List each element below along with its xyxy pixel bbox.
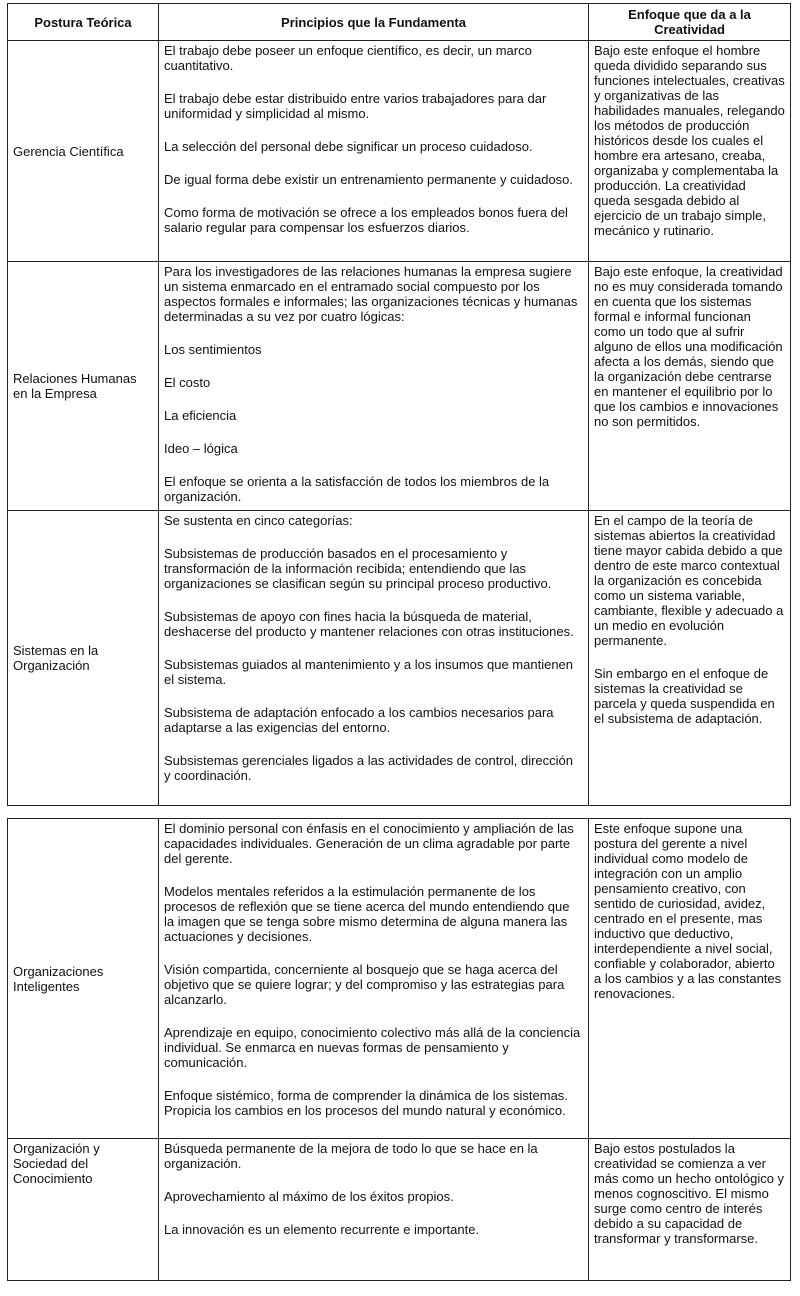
enfoque-text: Sin embargo en el enfoque de sistemas la creatividad se parcela y queda suspendida en el subsistema de adaptación. [594, 666, 775, 726]
principios-cell [159, 41, 589, 262]
principios-cell [159, 262, 589, 511]
principio-text: De igual forma debe existir un entrenamiento permanente y cuidadoso. [164, 172, 574, 187]
postura-cell: Gerencia Científica [8, 41, 159, 262]
principio-text: Subsistemas de producción basados en el procesamiento y transformación de la información recibida; entendiendo que las organizaciones se clasifican según su principal proceso productivo. [164, 546, 552, 591]
principio-text: Para los investigadores de las relaciones humanas la empresa sugiere un sistema enmarcado en el entramado social compuesto por los aspectos formales e informales; las organizaciones técnicas y humanas determinadas a su vez por cuatro lógicas: [164, 264, 578, 324]
principio-text: Aprovechamiento al máximo de los éxitos propios. [164, 1189, 454, 1204]
principio-text: Se sustenta en cinco categorías: [164, 513, 353, 528]
enfoque-cell [589, 262, 791, 511]
principio-text: Subsistemas guiados al mantenimiento y a los insumos que mantienen el sistema. [164, 657, 574, 687]
table-row-organizaciones-inteligentes [8, 819, 791, 1139]
table-row-relaciones-humanas [8, 262, 791, 511]
enfoque-text: Bajo este enfoque el hombre queda dividido separando sus funciones intelectuales, creativas y organizativas de las habilidades manuales, relegando los métodos de producción históricos desde los cuales el hombre era artesano, creaba, organizaba y complementaba la producción. La creatividad queda sesgada debido al ejercicio de un trabajo simple, mecánico y rutinario. [594, 43, 785, 238]
enfoque-cell [589, 41, 791, 262]
enfoque-cell [589, 511, 791, 806]
principio-text: La selección del personal debe significar un proceso cuidadoso. [164, 139, 533, 154]
principio-text: Aprendizaje en equipo, conocimiento colectivo más allá de la conciencia individual. Se enmarca en nuevas formas de pensamiento y comunicación. [164, 1025, 581, 1070]
principio-text: Como forma de motivación se ofrece a los empleados bonos fuera del salario regular para compensar los esfuerzos diarios. [164, 205, 568, 235]
header-postura: Postura Teórica [8, 4, 159, 41]
principio-text: Subsistemas de apoyo con fines hacia la búsqueda de material, deshacerse del producto y mantener relaciones con otras instituciones. [164, 609, 574, 639]
principio-text: Modelos mentales referidos a la estimulación permanente de los procesos de reflexión que se tiene acerca del mundo entendiendo que la imagen que se tenga sobre mismo determina de alguna manera las actuaciones y decisiones. [164, 884, 570, 944]
table-row-sociedad-conocimiento [8, 1139, 791, 1281]
principio-text: Subsistema de adaptación enfocado a los cambios necesarios para adaptarse a las exigencias del entorno. [164, 705, 554, 735]
principio-text: El trabajo debe estar distribuido entre varios trabajadores para dar uniformidad y simplicidad al mismo. [164, 91, 547, 121]
header-enfoque: Enfoque que da a la Creatividad [589, 4, 791, 41]
principios-cell [159, 819, 589, 1139]
enfoque-cell [589, 819, 791, 1139]
enfoque-text: Bajo estos postulados la creatividad se comienza a ver más como un hecho ontológico y menos cognoscitivo. El mismo surge como centro de interés debido a su capacidad de transformar y transformarse. [594, 1141, 785, 1246]
enfoque-text: Bajo este enfoque, la creatividad no es muy considerada tomando en cuenta que los sistemas formal e informal funcionan como un todo que al sufrir alguno de ellos una modificación afecta a los demás, siendo que la organización debe centrarse en mantener el equilibrio por lo que los cambios e innovaciones no son permitidos. [594, 264, 783, 429]
enfoque-cell [589, 1139, 791, 1281]
table-row-gerencia-cientifica [8, 41, 791, 262]
principio-text: Enfoque sistémico, forma de comprender la dinámica de los sistemas. Propicia los cambios en los procesos del mundo natural y económico. [164, 1088, 568, 1118]
postura-cell: Organizaciones Inteligentes [8, 819, 159, 1139]
principio-text: El costo [164, 375, 211, 390]
header-principios: Principios que la Fundamenta [159, 4, 589, 41]
principios-cell [159, 1139, 589, 1281]
principios-cell [159, 511, 589, 806]
enfoque-text: Este enfoque supone una postura del gerente a nivel individual como modelo de integración con un amplio pensamiento creativo, con sentido de curiosidad, avidez, centrado en el presente, mas inductivo que deductivo, interdependiente a nivel social, confiable y colaborador, abierto a los cambios y a las constantes renovaciones. [594, 821, 782, 1001]
principio-text: La innovación es un elemento recurrente e importante. [164, 1222, 480, 1237]
principio-text: Los sentimientos [164, 342, 262, 357]
table-row-sistemas-organizacion [8, 511, 791, 806]
principio-text: El trabajo debe poseer un enfoque científico, es decir, un marco cuantitativo. [164, 43, 532, 73]
enfoque-text: En el campo de la teoría de sistemas abiertos la creatividad tiene mayor cabida debido a que dentro de este marco contextual la organización es concebida como un sistema variable, cambiante, flexible y adecuado a un medio en evolución permanente. [594, 513, 784, 648]
principio-text: Subsistemas gerenciales ligados a las actividades de control, dirección y coordinación. [164, 753, 573, 783]
postura-cell: Organización y Sociedad del Conocimiento [8, 1139, 159, 1281]
principio-text: La eficiencia [164, 408, 237, 423]
principio-text: El enfoque se orienta a la satisfacción de todos los miembros de la organización. [164, 474, 550, 504]
principio-text: Búsqueda permanente de la mejora de todo lo que se hace en la organización. [164, 1141, 538, 1171]
theory-table-part-2 [7, 818, 791, 1281]
theory-table-part-1 [7, 3, 791, 806]
principio-text: Visión compartida, concerniente al bosquejo que se haga acerca del objetivo que se quiere lograr; y del compromiso y las estrategias para alcanzarlo. [164, 962, 565, 1007]
postura-cell: Sistemas en la Organización [8, 511, 159, 806]
principio-text: Ideo – lógica [164, 441, 238, 456]
postura-cell: Relaciones Humanas en la Empresa [8, 262, 159, 511]
header-row [8, 4, 791, 41]
principio-text: El dominio personal con énfasis en el conocimiento y ampliación de las capacidades individuales. Generación de un clima agradable por parte del gerente. [164, 821, 574, 866]
